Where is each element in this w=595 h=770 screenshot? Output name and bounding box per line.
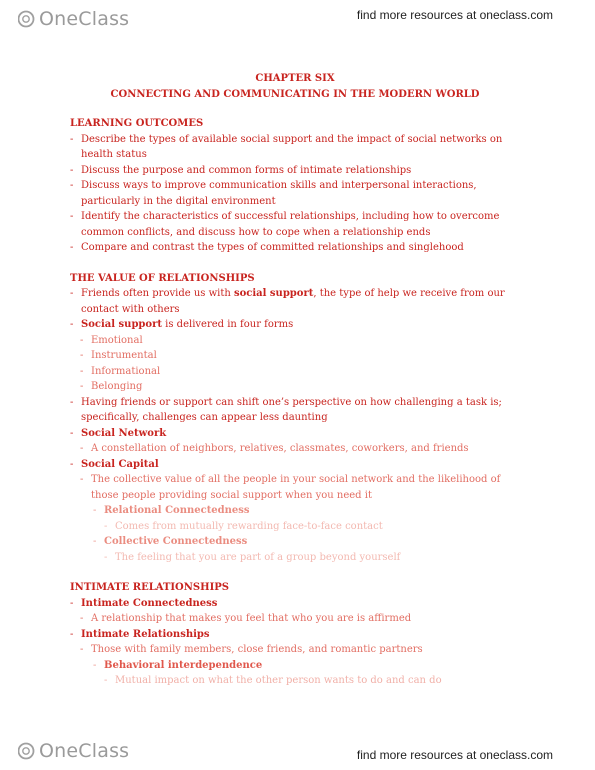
list-item: - Those with family members, close friends, and romantic partners xyxy=(80,644,423,655)
list-item: - Friends often provide us with social support, the type of help we receive from our contact with others xyxy=(70,288,505,315)
list-item: - Belonging xyxy=(80,381,143,392)
brand-name: OneClass xyxy=(39,8,130,30)
header-resources-link[interactable]: find more resources at oneclass.com xyxy=(356,8,553,22)
list-item: - Collective Connectedness xyxy=(93,536,248,547)
list-item: - Behavioral interdependence xyxy=(93,659,263,671)
oneclass-logo-icon xyxy=(18,9,36,29)
list-item: - A constellation of neighbors, relatives, classmates, coworkers, and friends xyxy=(80,443,469,454)
footer-resources-link[interactable]: find more resources at oneclass.com xyxy=(356,748,553,762)
list-item: - Intimate Relationships xyxy=(70,628,210,640)
intimate-heading: INTIMATE RELATIONSHIPS xyxy=(70,582,229,593)
oneclass-logo-icon xyxy=(18,741,36,761)
document-page xyxy=(70,71,520,689)
brand-name: OneClass xyxy=(39,740,130,762)
chapter-title: CHAPTER SIX xyxy=(255,73,335,84)
list-item: - Describe the types of available social support and the impact of social networks on health status xyxy=(70,133,503,160)
list-item: - The feeling that you are part of a group beyond yourself xyxy=(104,551,401,563)
list-item: - Social Network xyxy=(70,427,167,439)
list-item: - Social Capital xyxy=(70,458,159,470)
list-item: - Identify the characteristics of successful relationships, including how to overcome common conflicts, and discuss how to cope when a relationship ends xyxy=(70,211,500,238)
list-item: - Emotional xyxy=(80,334,143,346)
list-item: - The collective value of all the people in your social network and the likelihood of those people providing social support when you need it xyxy=(80,474,501,501)
value-heading: THE VALUE OF RELATIONSHIPS xyxy=(70,272,255,284)
list-item: - A relationship that makes you feel that who you are is affirmed xyxy=(80,613,412,624)
list-item: - Mutual impact on what the other person wants to do and can do xyxy=(104,675,442,686)
list-item: - Intimate Connectedness xyxy=(70,597,218,609)
learning-outcomes-heading: LEARNING OUTCOMES xyxy=(70,118,204,129)
chapter-subtitle: CONNECTING AND COMMUNICATING IN THE MODERN WORLD xyxy=(110,88,480,100)
list-item: - Informational xyxy=(80,365,161,377)
list-item: - Having friends or support can shift one’s perspective on how challenging a task is; specifically, challenges can appear less daunting xyxy=(70,396,502,423)
list-item: - Comes from mutually rewarding face-to-face contact xyxy=(104,520,383,532)
list-item: - Social support is delivered in four forms xyxy=(70,319,294,330)
oneclass-logo[interactable] xyxy=(18,8,129,30)
list-item: - Discuss the purpose and common forms of intimate relationships xyxy=(70,164,412,176)
oneclass-footer-logo[interactable] xyxy=(18,740,129,762)
list-item: - Instrumental xyxy=(80,350,157,361)
list-item: - Relational Connectedness xyxy=(93,505,250,516)
list-item: - Discuss ways to improve communication skills and interpersonal interactions, particularly in the digital environment xyxy=(70,180,477,207)
list-item: - Compare and contrast the types of committed relationships and singlehood xyxy=(70,242,464,253)
